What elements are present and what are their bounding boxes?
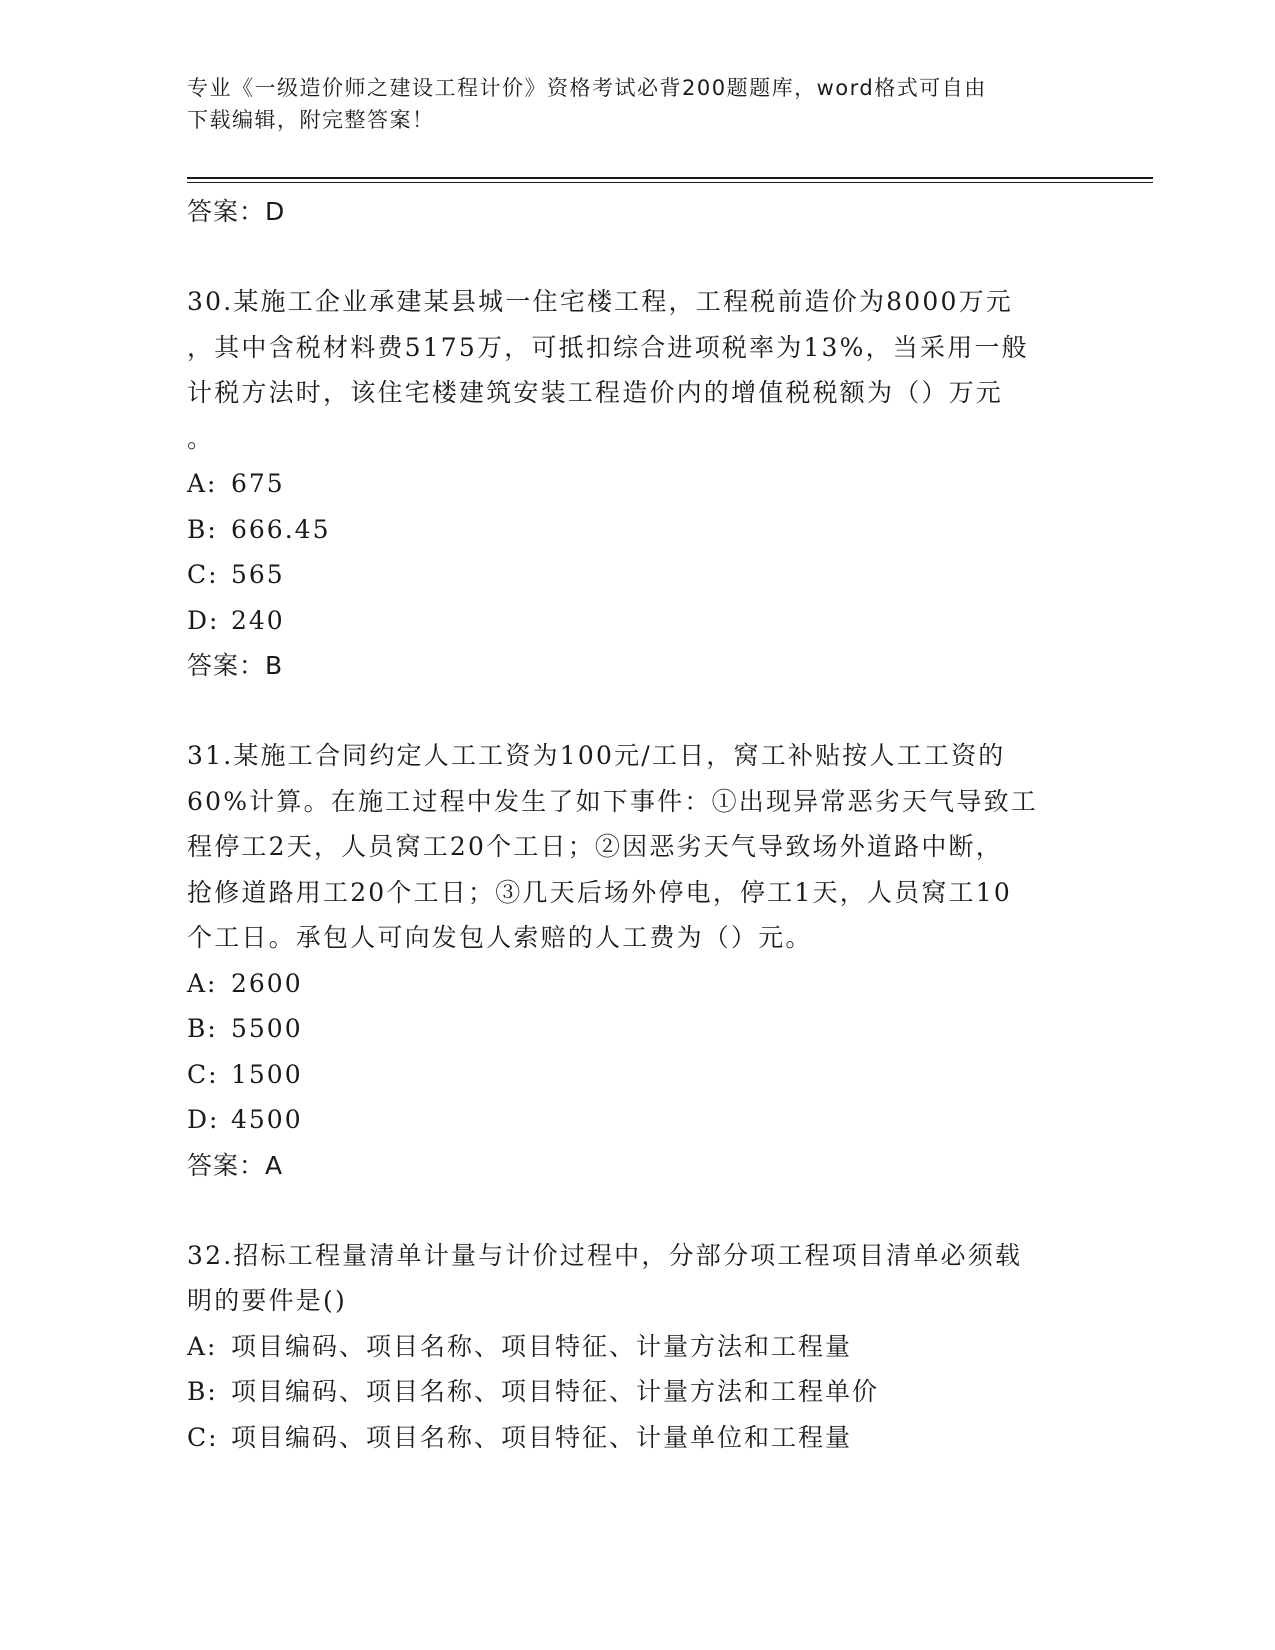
option-text: 4500 — [231, 1105, 303, 1134]
option-label: A: — [187, 469, 218, 498]
stem-line: 个工日。承包人可向发包人索赔的人工费为（）元。 — [187, 923, 813, 952]
option-a — [187, 461, 1087, 507]
option-label: B: — [187, 1014, 218, 1043]
option-c — [187, 1415, 1087, 1461]
option-a — [187, 1324, 1087, 1370]
question-30 — [187, 279, 1087, 689]
option-text: 666.45 — [231, 514, 331, 544]
question-32 — [187, 1233, 1087, 1461]
spacer — [187, 235, 1087, 279]
option-label: B: — [187, 514, 218, 544]
option-c — [187, 552, 1087, 598]
header-line-1: 专业《一级造价师之建设工程计价》资格考试必背200题题库，word格式可自由 — [187, 76, 987, 100]
stem-line: 程停工2天，人员窝工20个工日；②因恶劣天气导致场外道路中断， — [187, 832, 1003, 861]
option-text: 1500 — [231, 1059, 303, 1089]
option-text: 5500 — [231, 1014, 303, 1043]
option-label: D: — [187, 1105, 220, 1134]
spacer — [187, 1189, 1087, 1233]
option-text: 565 — [231, 560, 285, 589]
stem-line: 31.某施工合同约定人工工资为100元/工日，窝工补贴按人工工资的 — [187, 741, 1006, 770]
question-stem — [187, 1233, 1087, 1324]
option-b — [187, 1006, 1087, 1052]
stem-line: 抢修道路用工20个工日；③几天后场外停电，停工1天，人员窝工10 — [187, 877, 1012, 907]
stem-line: 计税方法时，该住宅楼建筑安装工程造价内的增值税税额为（）万元 — [187, 378, 1004, 407]
option-text: 2600 — [231, 968, 303, 998]
spacer — [187, 689, 1087, 733]
option-label: C: — [187, 560, 219, 589]
stem-line: 30.某施工企业承建某县城一住宅楼工程，工程税前造价为8000万元 — [187, 287, 1013, 316]
option-label: A: — [187, 968, 218, 998]
stem-line: 。 — [187, 423, 215, 453]
option-b — [187, 1369, 1087, 1415]
option-text: 项目编码、项目名称、项目特征、计量方法和工程单价 — [231, 1377, 880, 1406]
stem-line: ，其中含税材料费5175万，可抵扣综合进项税率为13%，当采用一般 — [187, 332, 1029, 362]
option-text: 项目编码、项目名称、项目特征、计量方法和工程量 — [231, 1331, 853, 1361]
header-divider-thin — [187, 182, 1153, 183]
option-d — [187, 598, 1087, 644]
document-header — [187, 72, 1067, 136]
option-text: 675 — [231, 469, 285, 498]
option-text: 240 — [231, 605, 285, 635]
answer-line: 答案：B — [187, 651, 284, 680]
stem-line: 60%计算。在施工过程中发生了如下事件：①出现异常恶劣天气导致工 — [187, 786, 1038, 816]
option-label: C: — [187, 1422, 219, 1452]
option-b — [187, 507, 1087, 553]
header-line-2: 下载编辑，附完整答案！ — [187, 108, 435, 132]
option-text: 项目编码、项目名称、项目特征、计量单位和工程量 — [231, 1422, 853, 1452]
option-c — [187, 1052, 1087, 1098]
option-label: D: — [187, 605, 220, 635]
option-a — [187, 961, 1087, 1007]
question-list — [187, 189, 1087, 1460]
stem-line: 明的要件是() — [187, 1286, 347, 1315]
question-stem — [187, 733, 1087, 961]
question-stem — [187, 279, 1087, 461]
header-divider-thick — [187, 177, 1153, 179]
option-label: A: — [187, 1331, 218, 1361]
option-d — [187, 1097, 1087, 1143]
previous-answer: 答案：D — [187, 197, 286, 226]
stem-line: 32.招标工程量清单计量与计价过程中，分部分项工程项目清单必须载 — [187, 1240, 1023, 1270]
answer-line: 答案：A — [187, 1150, 284, 1180]
option-label: C: — [187, 1059, 219, 1089]
question-31 — [187, 733, 1087, 1189]
option-label: B: — [187, 1377, 218, 1406]
